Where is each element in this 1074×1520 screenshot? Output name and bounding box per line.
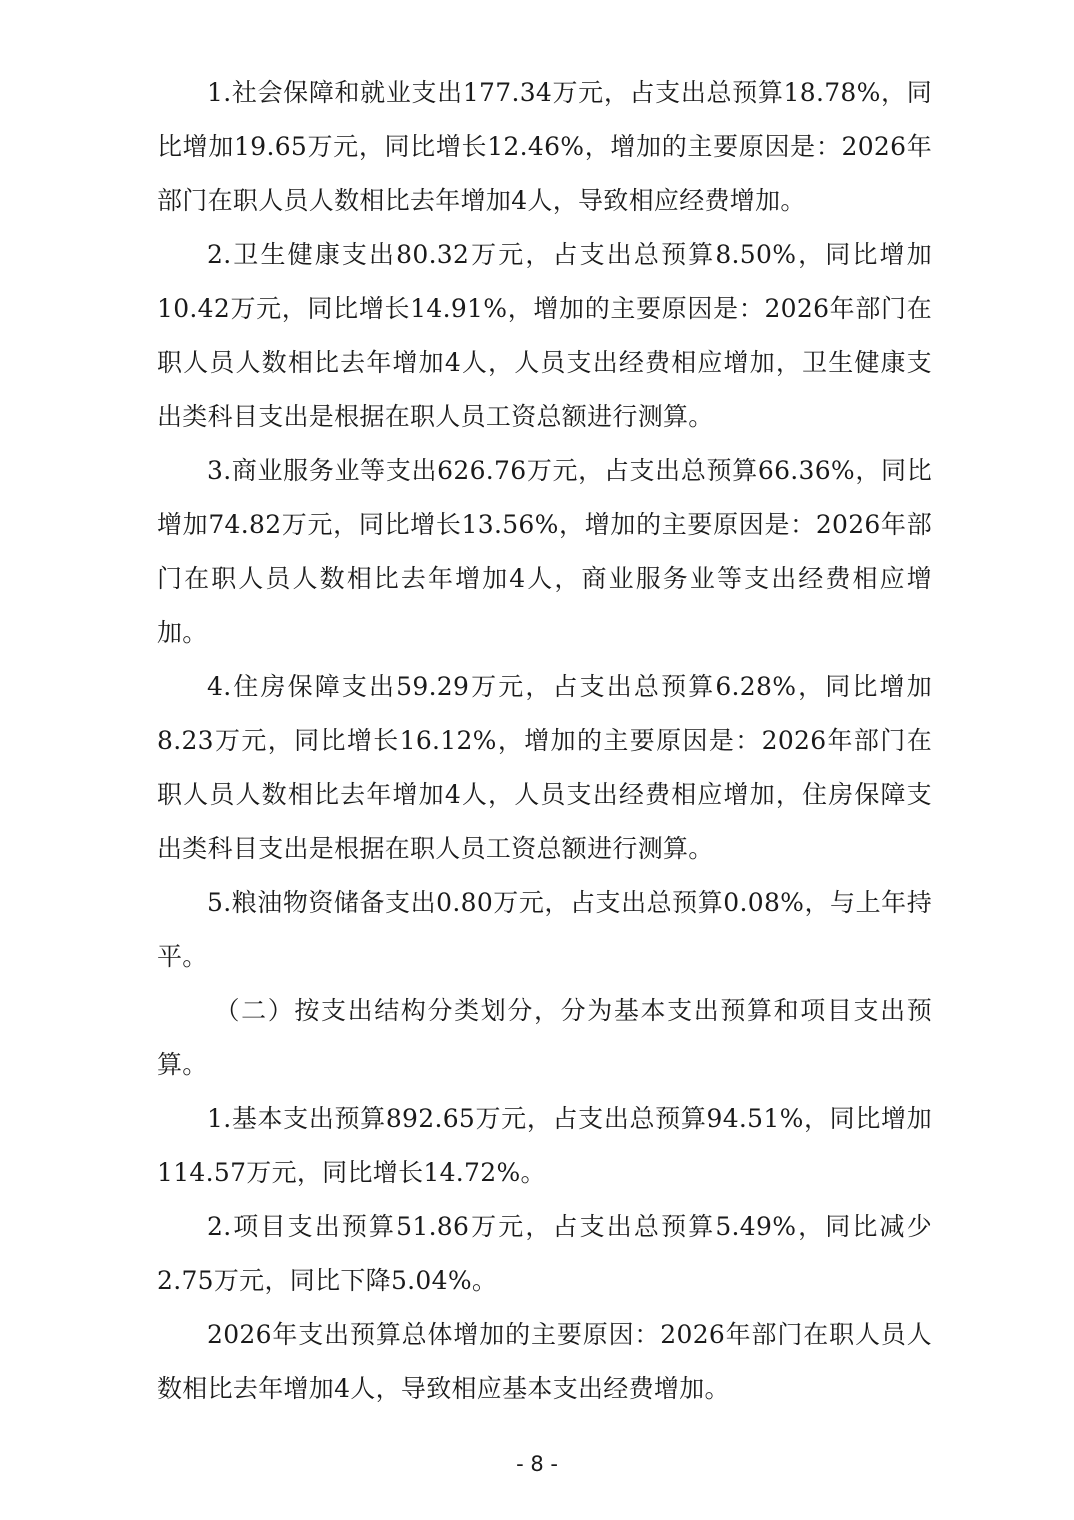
paragraph-social-security: 1.社会保障和就业支出177.34万元，占支出总预算18.78%，同比增加19.65万元，同比增长12.46%，增加的主要原因是：2026年部门在职人员人数相比去年增加4人，导致相应经费增加。 — [157, 78, 932, 215]
paragraph-project-expenditure: 2.项目支出预算51.86万元，占支出总预算5.49%，同比减少2.75万元，同比下降5.04%。 — [157, 1212, 932, 1295]
paragraph-overall-reason: 2026年支出预算总体增加的主要原因：2026年部门在职人员人数相比去年增加4人，导致相应基本支出经费增加。 — [157, 1320, 932, 1403]
paragraph-basic-expenditure: 1.基本支出预算892.65万元，占支出总预算94.51%，同比增加114.57万元，同比增长14.72%。 — [157, 1104, 932, 1187]
paragraph-health: 2.卫生健康支出80.32万元，占支出总预算8.50%，同比增加10.42万元，同比增长14.91%，增加的主要原因是：2026年部门在职人员人数相比去年增加4人，人员支出经费相应增加，卫生健康支出类科目支出是根据在职人员工资总额进行测算。 — [157, 240, 932, 431]
document-body — [157, 66, 932, 1416]
paragraph-commerce: 3.商业服务业等支出626.76万元，占支出总预算66.36%，同比增加74.82万元，同比增长13.56%，增加的主要原因是：2026年部门在职人员人数相比去年增加4人，商业服务业等支出经费相应增加。 — [157, 456, 932, 647]
section-heading-expenditure-structure: （二）按支出结构分类划分，分为基本支出预算和项目支出预算。 — [157, 996, 932, 1079]
paragraph-grain-reserve: 5.粮油物资储备支出0.80万元，占支出总预算0.08%，与上年持平。 — [157, 888, 932, 971]
paragraph-housing: 4.住房保障支出59.29万元，占支出总预算6.28%，同比增加8.23万元，同比增长16.12%，增加的主要原因是：2026年部门在职人员人数相比去年增加4人，人员支出经费相应增加，住房保障支出类科目支出是根据在职人员工资总额进行测算。 — [157, 672, 932, 863]
page-number: - 8 - — [516, 1452, 558, 1476]
